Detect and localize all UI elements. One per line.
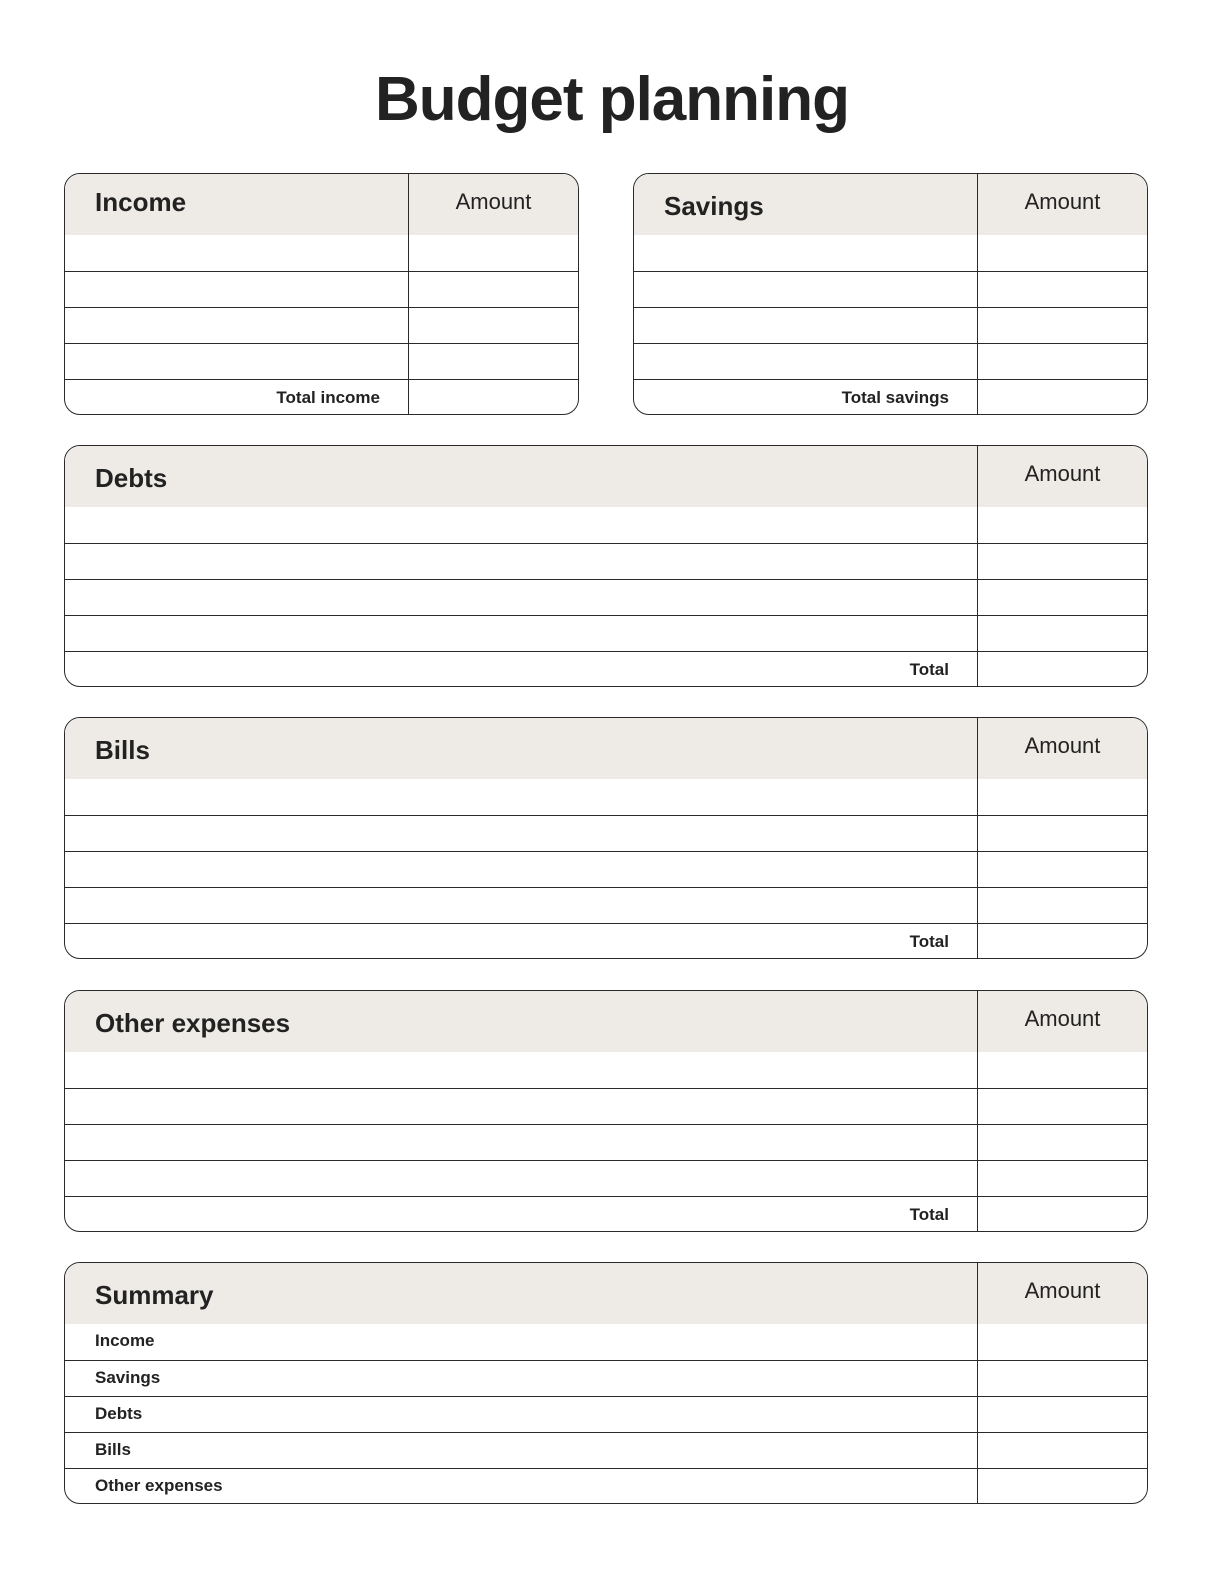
debts-row[interactable] xyxy=(65,615,1147,651)
summary-other-expenses-amount-cell[interactable] xyxy=(977,1469,1147,1504)
other-expenses-amount-cell[interactable] xyxy=(977,1161,1147,1196)
other-expenses-total-label: Total xyxy=(909,1205,949,1224)
savings-row[interactable] xyxy=(634,343,1147,379)
savings-total-row xyxy=(634,379,1147,415)
bills-item-cell[interactable] xyxy=(65,779,977,815)
debts-item-cell[interactable] xyxy=(65,544,977,579)
other-expenses-item-cell[interactable] xyxy=(65,1161,977,1196)
income-amount-cell[interactable] xyxy=(408,272,578,307)
savings-amount-cell[interactable] xyxy=(977,308,1147,343)
debts-amount-cell[interactable] xyxy=(977,616,1147,651)
debts-row[interactable] xyxy=(65,543,1147,579)
savings-amount-cell[interactable] xyxy=(977,235,1147,271)
savings-total-amount-cell[interactable] xyxy=(977,380,1147,415)
other-expenses-table xyxy=(64,990,1148,1232)
debts-item-cell[interactable] xyxy=(65,616,977,651)
bills-row[interactable] xyxy=(65,815,1147,851)
other-expenses-total-row xyxy=(65,1196,1147,1232)
debts-item-cell[interactable] xyxy=(65,507,977,543)
summary-amount-header: Amount xyxy=(1024,1278,1101,1303)
bills-total-amount-cell[interactable] xyxy=(977,924,1147,959)
income-source-cell[interactable] xyxy=(65,344,408,379)
other-expenses-row[interactable] xyxy=(65,1160,1147,1196)
savings-amount-header: Amount xyxy=(1024,189,1101,214)
bills-amount-cell[interactable] xyxy=(977,852,1147,887)
savings-title: Savings xyxy=(664,191,764,221)
other-expenses-amount-cell[interactable] xyxy=(977,1089,1147,1124)
bills-title: Bills xyxy=(95,735,150,765)
page-title: Budget planning xyxy=(374,65,850,134)
income-amount-header: Amount xyxy=(455,189,532,214)
summary-row-income xyxy=(65,1324,1147,1360)
bills-header xyxy=(65,718,1147,779)
summary-income-amount-cell[interactable] xyxy=(977,1324,1147,1360)
other-expenses-row[interactable] xyxy=(65,1088,1147,1124)
bills-amount-header: Amount xyxy=(1024,733,1101,758)
other-expenses-row[interactable] xyxy=(65,1052,1147,1088)
income-row[interactable] xyxy=(65,235,578,271)
income-total-row xyxy=(65,379,578,415)
summary-debts-amount-cell[interactable] xyxy=(977,1397,1147,1432)
other-expenses-total-amount-cell[interactable] xyxy=(977,1197,1147,1232)
summary-savings-amount-cell[interactable] xyxy=(977,1361,1147,1396)
other-expenses-item-cell[interactable] xyxy=(65,1052,977,1088)
savings-header xyxy=(634,174,1147,235)
other-expenses-title: Other expenses xyxy=(95,1008,291,1038)
other-expenses-item-cell[interactable] xyxy=(65,1125,977,1160)
income-source-cell[interactable] xyxy=(65,272,408,307)
bills-row[interactable] xyxy=(65,779,1147,815)
income-amount-cell[interactable] xyxy=(408,344,578,379)
bills-total-row xyxy=(65,923,1147,959)
income-row[interactable] xyxy=(65,343,578,379)
debts-amount-cell[interactable] xyxy=(977,544,1147,579)
debts-row[interactable] xyxy=(65,507,1147,543)
summary-row-bills xyxy=(65,1432,1147,1468)
other-expenses-row[interactable] xyxy=(65,1124,1147,1160)
savings-row[interactable] xyxy=(634,235,1147,271)
debts-total-row xyxy=(65,651,1147,687)
other-expenses-amount-cell[interactable] xyxy=(977,1125,1147,1160)
debts-header xyxy=(65,446,1147,507)
debts-amount-cell[interactable] xyxy=(977,507,1147,543)
summary-table xyxy=(64,1262,1148,1504)
bills-row[interactable] xyxy=(65,851,1147,887)
bills-amount-cell[interactable] xyxy=(977,888,1147,923)
income-table xyxy=(64,173,579,415)
bills-table xyxy=(64,717,1148,959)
summary-bills-amount-cell[interactable] xyxy=(977,1433,1147,1468)
savings-row[interactable] xyxy=(634,307,1147,343)
income-amount-cell[interactable] xyxy=(408,308,578,343)
savings-total-label: Total savings xyxy=(841,388,949,407)
bills-item-cell[interactable] xyxy=(65,888,977,923)
debts-item-cell[interactable] xyxy=(65,580,977,615)
bills-row[interactable] xyxy=(65,887,1147,923)
income-source-cell[interactable] xyxy=(65,308,408,343)
income-total-label: Total income xyxy=(276,388,380,407)
other-expenses-header xyxy=(65,991,1147,1052)
savings-amount-cell[interactable] xyxy=(977,344,1147,379)
income-header xyxy=(65,174,578,235)
income-amount-cell[interactable] xyxy=(408,235,578,271)
savings-item-cell[interactable] xyxy=(634,272,977,307)
income-row[interactable] xyxy=(65,307,578,343)
debts-table xyxy=(64,445,1148,687)
savings-table xyxy=(633,173,1148,415)
bills-amount-cell[interactable] xyxy=(977,779,1147,815)
summary-other-expenses-label: Other expenses xyxy=(95,1476,223,1495)
summary-income-label: Income xyxy=(95,1331,155,1350)
income-source-cell[interactable] xyxy=(65,235,408,271)
other-expenses-amount-header: Amount xyxy=(1024,1006,1101,1031)
other-expenses-amount-cell[interactable] xyxy=(977,1052,1147,1088)
bills-total-label: Total xyxy=(909,932,949,951)
income-total-amount-cell[interactable] xyxy=(408,380,578,415)
summary-bills-label: Bills xyxy=(95,1440,131,1459)
summary-row-other-expenses xyxy=(65,1468,1147,1504)
summary-header xyxy=(65,1263,1147,1324)
debts-amount-header: Amount xyxy=(1024,461,1101,486)
summary-savings-label: Savings xyxy=(95,1368,161,1387)
income-title: Income xyxy=(95,187,187,217)
other-expenses-item-cell[interactable] xyxy=(65,1089,977,1124)
summary-row-debts xyxy=(65,1396,1147,1432)
summary-title: Summary xyxy=(95,1280,214,1310)
summary-debts-label: Debts xyxy=(95,1404,143,1423)
debts-amount-cell[interactable] xyxy=(977,580,1147,615)
bills-item-cell[interactable] xyxy=(65,816,977,851)
savings-item-cell[interactable] xyxy=(634,344,977,379)
savings-row[interactable] xyxy=(634,271,1147,307)
savings-item-cell[interactable] xyxy=(634,308,977,343)
bills-amount-cell[interactable] xyxy=(977,816,1147,851)
debts-row[interactable] xyxy=(65,579,1147,615)
income-row[interactable] xyxy=(65,271,578,307)
debts-total-label: Total xyxy=(909,660,949,679)
bills-item-cell[interactable] xyxy=(65,852,977,887)
savings-amount-cell[interactable] xyxy=(977,272,1147,307)
debts-title: Debts xyxy=(95,463,168,493)
summary-row-savings xyxy=(65,1360,1147,1396)
debts-total-amount-cell[interactable] xyxy=(977,652,1147,687)
savings-item-cell[interactable] xyxy=(634,235,977,271)
